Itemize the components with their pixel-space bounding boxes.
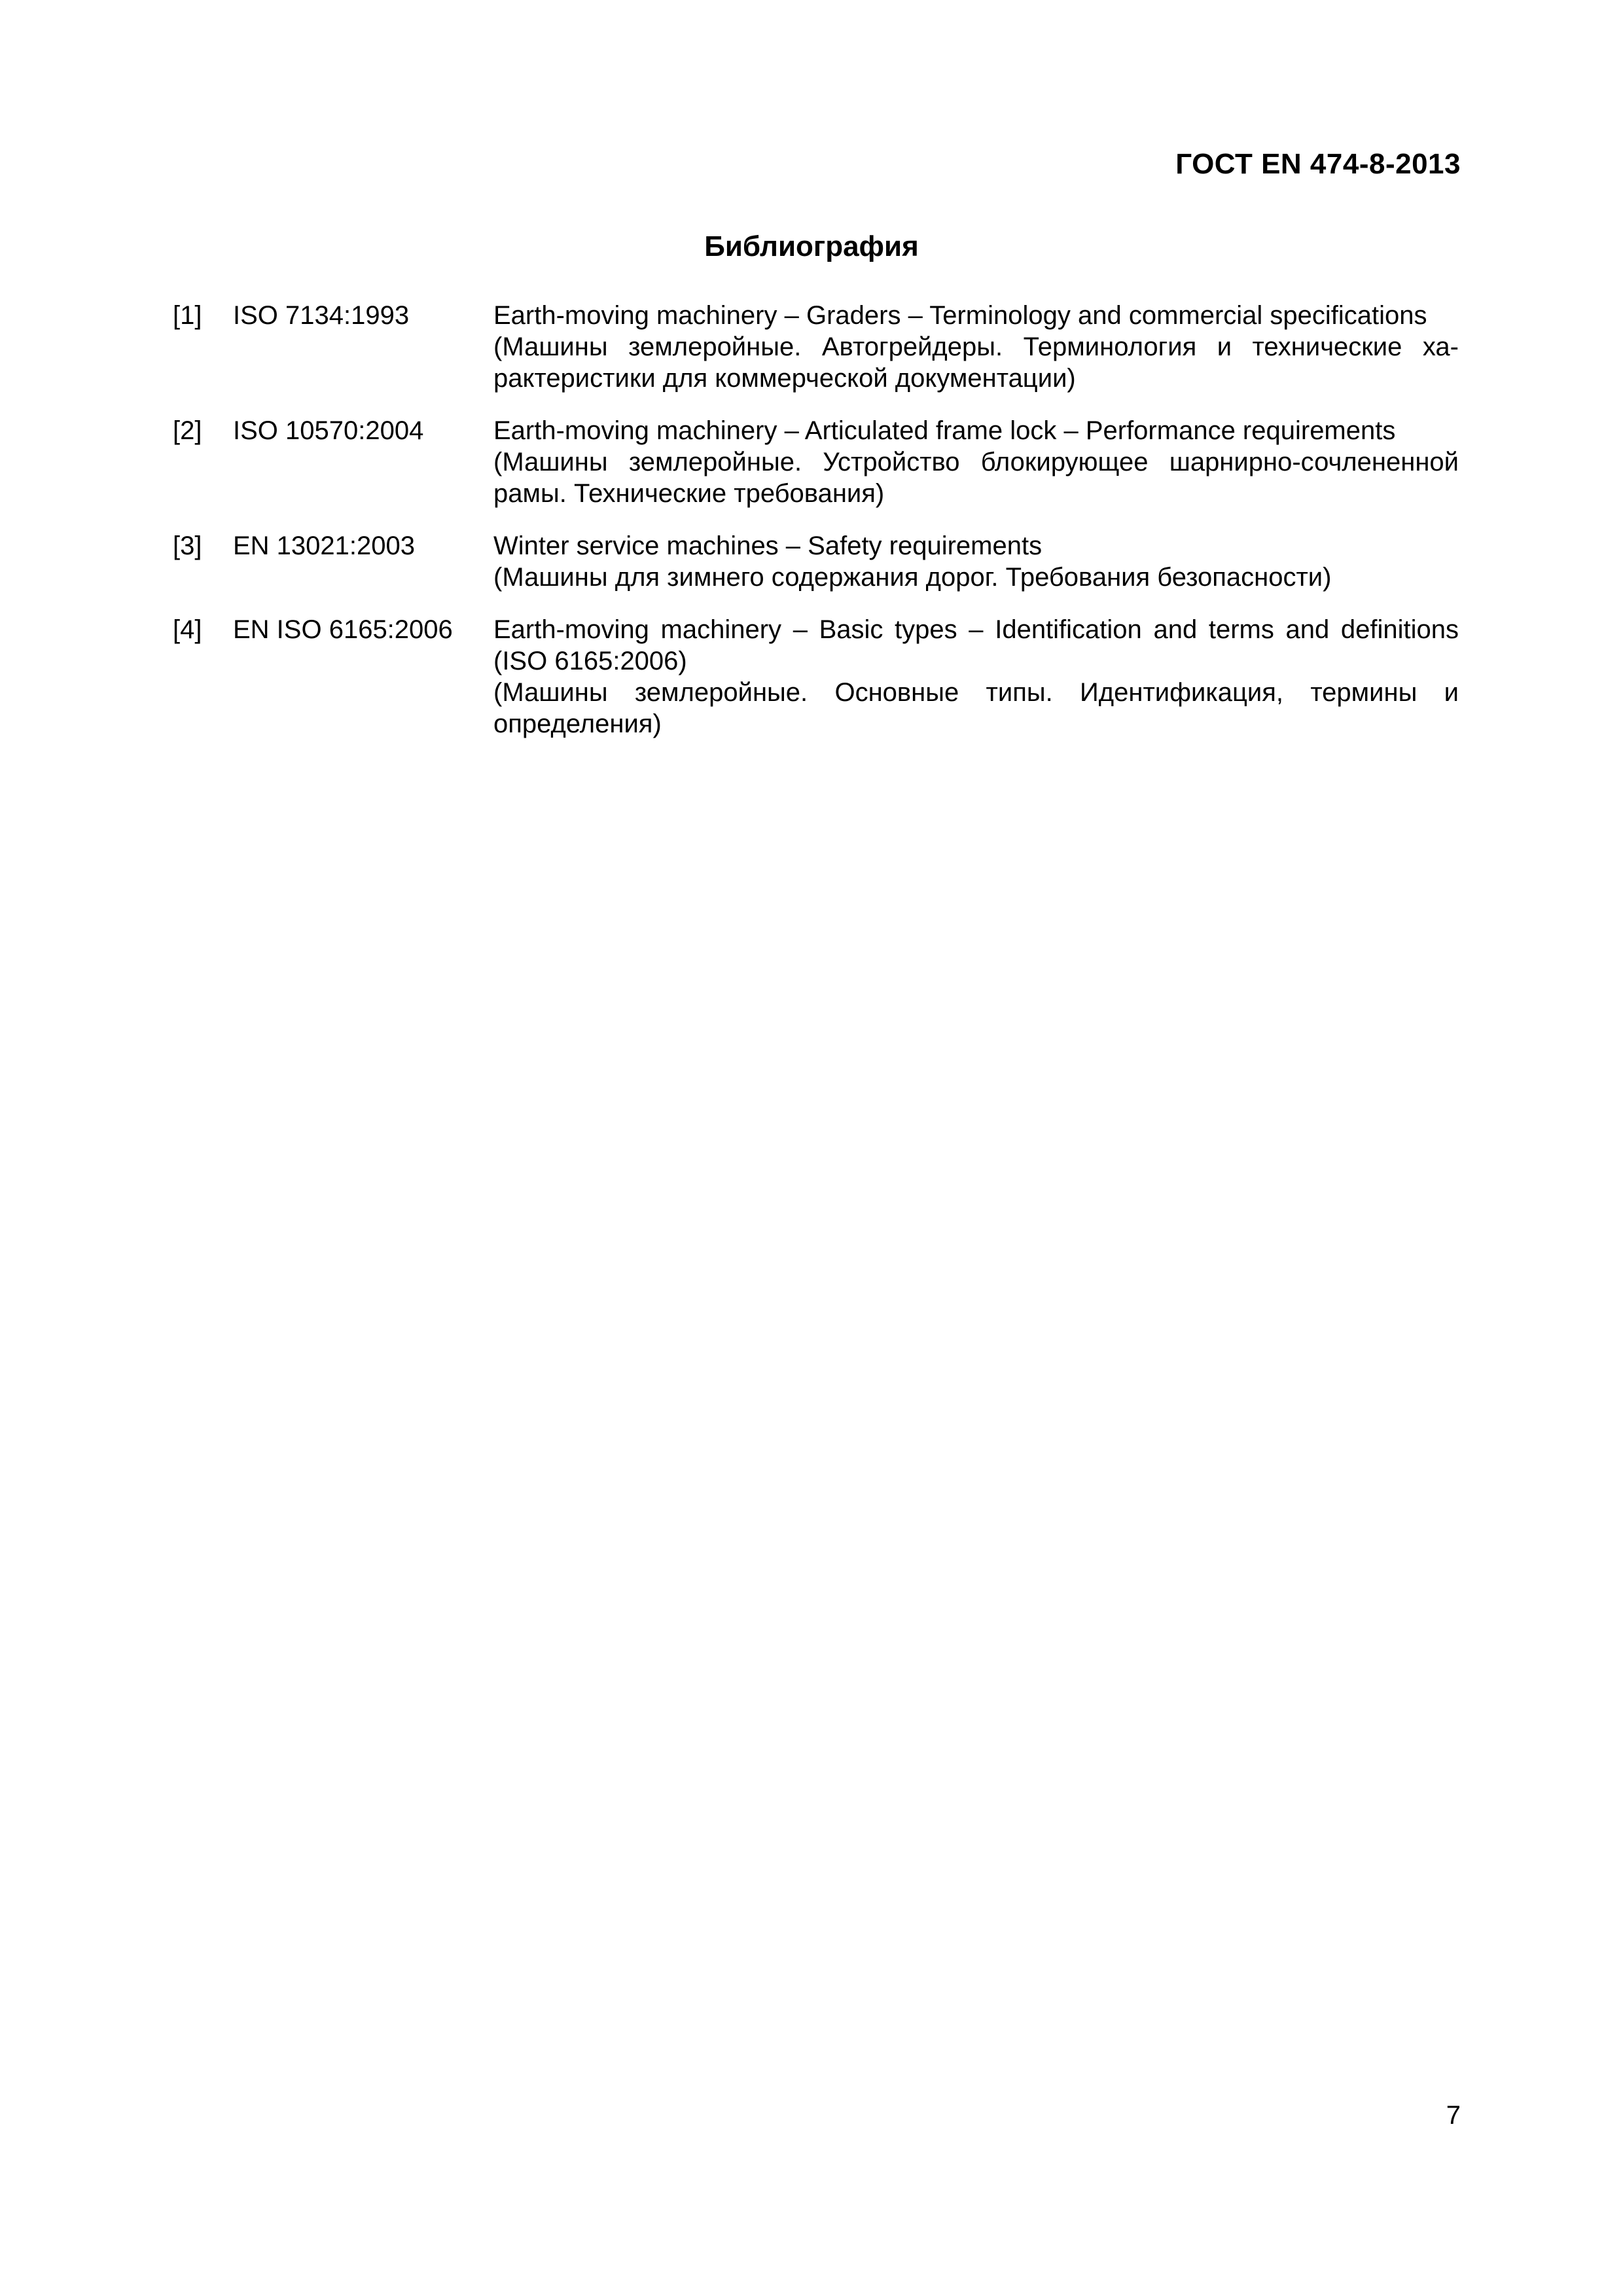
bibliography-entry — [173, 530, 1459, 593]
entry-description — [493, 300, 1459, 394]
document-standard-id: ГОСТ EN 474-8-2013 — [1175, 148, 1461, 180]
entry-title-english: Earth-moving machinery – Basic types – Identification and terms and definitions (ISO 6165:2006) — [493, 615, 1459, 675]
bibliography-entry — [173, 614, 1459, 740]
entry-number: [4] — [173, 615, 202, 644]
bibliography-list — [173, 300, 1459, 761]
entry-standard-code: ISO 10570:2004 — [233, 416, 424, 445]
entry-description — [493, 530, 1459, 593]
entry-description — [493, 415, 1459, 509]
entry-title-english: Earth-moving machinery – Articulated frame lock – Performance requirements — [493, 416, 1396, 445]
entry-standard-code: EN ISO 6165:2006 — [233, 615, 453, 644]
bibliography-entry — [173, 300, 1459, 394]
entry-title-russian: (Машины землеройные. Автогрейдеры. Терминология и технические характеристики для коммерческой документации) — [493, 332, 1459, 393]
entry-title-russian: (Машины землеройные. Устройство блокирующее шарнирно-сочлененной рамы. Технические требования) — [493, 448, 1459, 508]
entry-title-english: Winter service machines – Safety requirements — [493, 531, 1043, 560]
entry-standard-code: EN 13021:2003 — [233, 531, 416, 560]
entry-standard-code: ISO 7134:1993 — [233, 301, 410, 330]
bibliography-title: Библиография — [704, 230, 919, 262]
bibliography-entry — [173, 415, 1459, 509]
entry-description — [493, 614, 1459, 740]
entry-title-russian: (Машины землеройные. Основные типы. Идентификация, термины и определения) — [493, 678, 1459, 738]
entry-title-english: Earth-moving machinery – Graders – Terminology and commercial specifications — [493, 301, 1427, 330]
entry-number: [3] — [173, 531, 202, 560]
entry-number: [1] — [173, 301, 202, 330]
entry-title-russian: (Машины для зимнего содержания дорог. Требования безопасности) — [493, 563, 1332, 592]
page-number: 7 — [1446, 2101, 1461, 2130]
entry-number: [2] — [173, 416, 202, 445]
